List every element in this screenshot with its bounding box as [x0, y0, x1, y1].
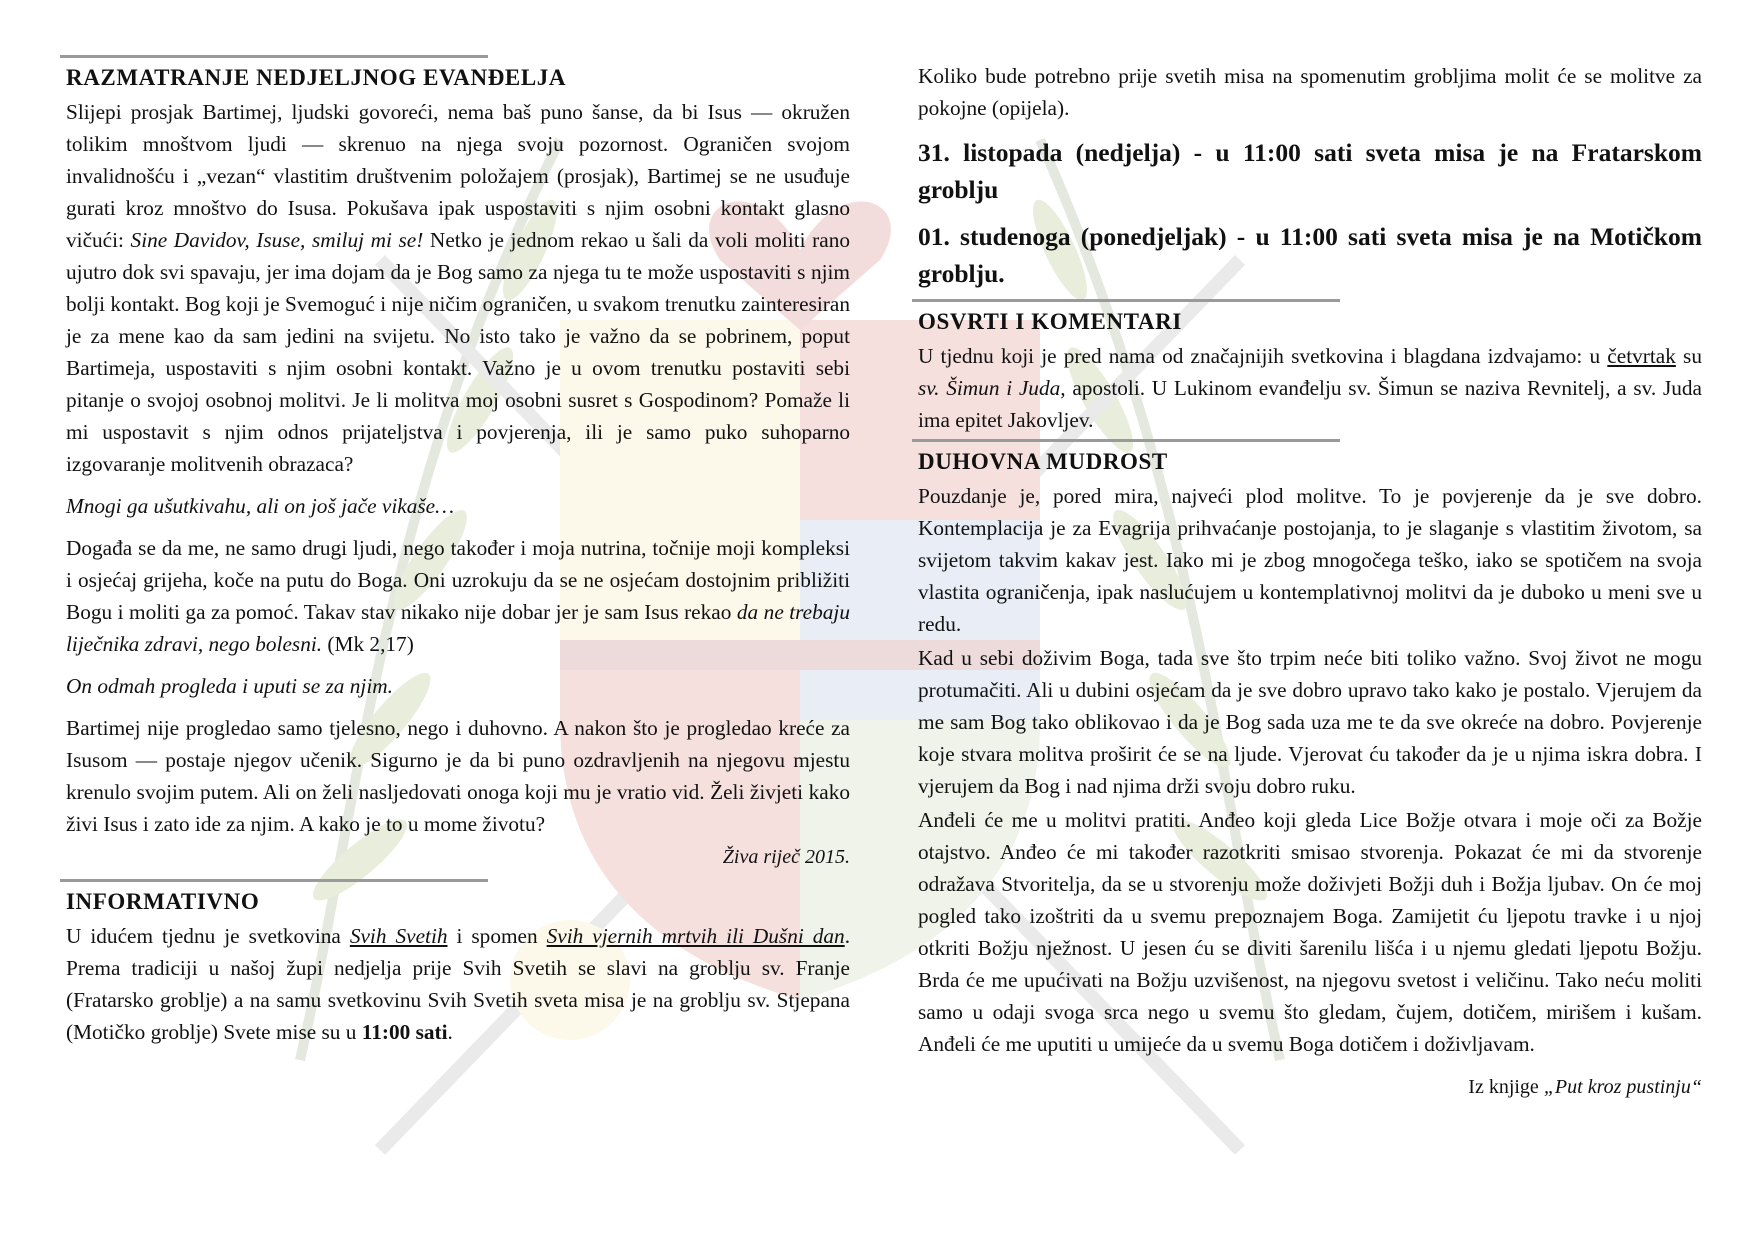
- section-title-gospel-reflection: RAZMATRANJE NEDJELJNOG EVANĐELJA: [66, 60, 850, 96]
- gospel-paragraph-3: Bartimej nije progledao samo tjelesno, nego i duhovno. A nakon što je progledao kreće za Isusom — postaje njegov učenik. Sigurno je da bi puno ozdravljenih na njegovu mjestu krenulo svojim putem. Ali on želi nasljedovati onoga koji mu je vratio vid. Želi živjeti kako živi Isus i zato ide za njim. A kako je to u mome životu?: [66, 716, 850, 836]
- wisdom-paragraph-3: Anđeli će me u molitvi pratiti. Anđeo koji gleda Lice Božje otvara i moje oči za Božje otajstvo. Anđeo će mi također razotkriti smisao stvorenja. Pokazat će mi da stvorenje odražava Stvoritelja, da se u stvorenju može doživjeti Božji duh i Božja ljubav. On će moj pogled tako izoštriti da u svemu prepoznajem Boga. Zamijetit ću ljepotu travke i u njoj otkriti Božju nježnost. U jesen ću se diviti šarenilu lišća i u njemu gledati ljepotu Božju. Brda će me upućivati na Božju uzvišenost, na njegovu svetost i veličinu. Tako neću moliti samo u odaji svoga srca nego u svemu što gledam, čujem, dotičem, mirišem i kušam. Anđeli će me uputiti u umijeće da u svemu Boga dotičem i doživljavam.: [918, 808, 1702, 1056]
- section-divider: [912, 299, 1340, 302]
- wisdom-paragraph-2: Kad u sebi doživim Boga, tada sve što trpim neće biti toliko važno. Svoj život ne mogu protumačiti. Ali u dubini osjećam da je sve dobro upravo tako kako je postalo. Vjerujem da me sam Bog tako oblikovao i da je Bog sada uza me te da sve okreće na dobro. Povjerenje koje stvara molitva proširit će se na ljude. Vjerovat ću također da je u njima iskra dobra. I vjerujem da Bog i nad njima drži svoju dobro ruku.: [918, 646, 1702, 798]
- gospel-quote-2: On odmah progleda i uputi se za njim.: [66, 674, 393, 698]
- right-column: [918, 60, 1702, 1102]
- gospel-paragraph-1: Slijepi prosjak Bartimej, ljudski govoreći, nema baš puno šanse, da bi Isus — okružen tolikim mnoštvom ljudi — skrenuo na njega svoju pozornost. Ograničen svojom invalidnošću i „vezan“ vlastitim društvenim položajem (prosjak), Bartimej se ne usuđuje gurati kroz mnoštvo do Isusa. Pokušava ipak uspostaviti s njim osobni kontakt glasno vičući: Sine Davidov, Isuse, smiluj mi se! Netko je jednom rekao u šali da voli moliti rano ujutro dok svi spavaju, jer ima dojam da je Bog samo za njega tu te može uspostaviti s njim bolji kontakt. Bog koji je Svemoguć i nije ničim ograničen, u svakom trenutku zainteresiran je za mene kao da sam jedini na svijetu. No isto tako je važno da se pobrinem, poput Bartimeja, uspostaviti s njim osobni kontakt. Važno je u ovom trenutku postaviti sebi pitanje o svojoj osobnoj molitvi. Je li molitva moj osobni susret s Gospodinom? Pomaže li mi uspostavit s njim odnos prijateljstva i povjerenja, ili je samo puko suhoparno izgovaranje molitvenih obrazaca?: [66, 100, 851, 476]
- gospel-quote-1: Mnogi ga ušutkivahu, ali on još jače vikaše…: [66, 494, 455, 518]
- section-title-informative: INFORMATIVNO: [66, 884, 850, 920]
- mass-announcement-2: 01. studenoga (ponedjeljak) - u 11:00 sati sveta misa je na Motičkom groblju.: [918, 222, 1702, 288]
- left-column: [66, 60, 850, 1048]
- wisdom-paragraph-1: Pouzdanje je, pored mira, najveći plod molitve. To je povjerenje da je sve dobro. Kontemplacija je za Evagrija prihvaćanje postojanja, to je slaganje s vlastitim životom, sa svijetom takvim kakav jest. Iako mi je zbog mnogočega teško, iako se spotičem na svoja vlastita ograničenja, ipak naslućujem u kontemplativnoj molitvi da je duboko u meni sve u redu.: [918, 484, 1702, 636]
- section-divider: [912, 439, 1340, 442]
- informative-paragraph: U idućem tjednu je svetkovina Svih Svetih i spomen Svih vjernih mrtvih ili Dušni dan. Prema tradiciji u našoj župi nedjelja prije Svih Svetih se slavi na groblju sv. Franje (Fratarsko groblje) a na samu svetkovinu Svih Svetih sveta misa je na groblju sv. Stjepana (Motičko groblje) Svete mise su u 11:00 sati.: [66, 924, 851, 1044]
- mass-announcement-1: 31. listopada (nedjelja) - u 11:00 sati sveta misa je na Fratarskom groblju: [918, 138, 1702, 204]
- gospel-paragraph-2: Događa se da me, ne samo drugi ljudi, nego također i moja nutrina, točnije moji kompleksi i osjećaj grijeha, koče na putu do Boga. Oni uzrokuju da se ne osjećam dostojnim približiti Bogu i moliti ga za pomoć. Takav stav nikako nije dobar jer je sam Isus rekao da ne trebaju liječnika zdravi, nego bolesni. (Mk 2,17): [66, 536, 850, 656]
- comments-paragraph: U tjednu koji je pred nama od značajnijih svetkovina i blagdana izdvajamo: u četvrtak su sv. Šimun i Juda, apostoli. U Lukinom evanđelju sv. Šimun se naziva Revnitelj, a sv. Juda ima epitet Jakovljev.: [918, 344, 1702, 432]
- prayer-intro: Koliko bude potrebno prije svetih misa na spomenutim grobljima molit će se molitve za pokojne (opijela).: [918, 64, 1702, 120]
- section-divider: [60, 55, 488, 58]
- section-title-comments: OSVRTI I KOMENTARI: [918, 304, 1702, 340]
- section-title-spiritual-wisdom: DUHOVNA MUDROST: [918, 444, 1702, 480]
- gospel-source: Živa riječ 2015.: [722, 846, 850, 868]
- wisdom-source: Iz knjige „Put kroz pustinju“: [1468, 1076, 1702, 1098]
- section-divider: [60, 879, 488, 882]
